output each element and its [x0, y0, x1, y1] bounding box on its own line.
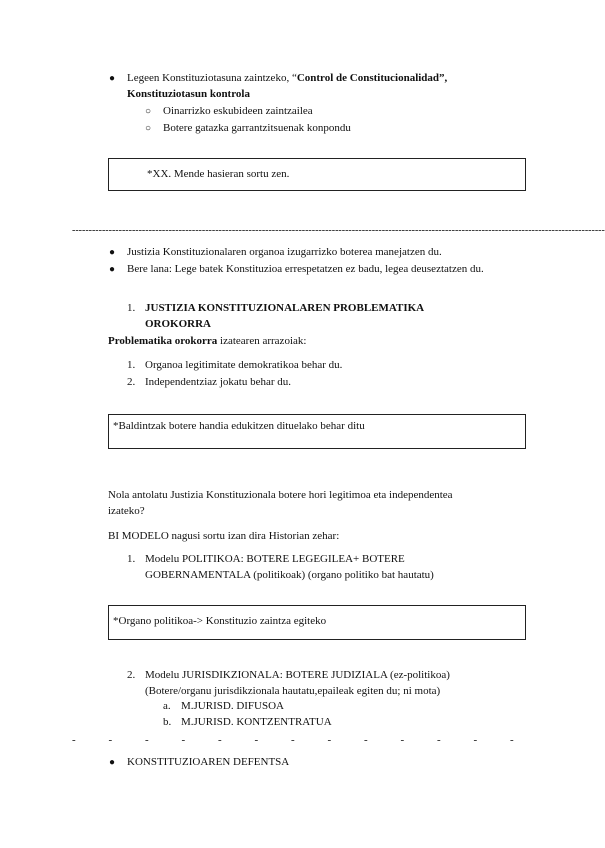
sub-letter: a.	[163, 700, 171, 712]
sub-item-text: M.JURISD. KONTZENTRATUA	[181, 716, 332, 728]
list-number: 1.	[127, 359, 136, 371]
circle-bullet-icon: ○	[145, 123, 152, 134]
list-number: 1.	[127, 553, 136, 565]
list-number: 2.	[127, 376, 136, 388]
sub-item-text: M.JURISD. DIFUSOA	[181, 700, 284, 712]
list-item-text: Independentziaz jokatu behar du.	[145, 376, 291, 388]
list-item-text: KONSTITUZIOAREN DEFENTSA	[127, 756, 290, 768]
dash-mark: -	[473, 734, 478, 746]
paragraph-line: Nola antolatu Justizia Konstituzionala botere hori legitimoa eta independentea	[108, 489, 453, 501]
bullet-icon: ●	[109, 73, 116, 84]
paragraph: Problematika orokorra izatearen arrazoiak:	[108, 335, 307, 347]
list-item-text: Legeen Konstituziotasuna zaintzeko, “Control de Constitucionalidad”,	[127, 72, 448, 84]
sub-item-text: Botere gatazka garrantzitsuenak konpondu	[163, 122, 351, 134]
note-text: *XX. Mende hasieran sortu zen.	[147, 168, 290, 180]
list-item-text-line2: GOBERNAMENTALA (politikoak) (organo politiko bat hautatu)	[145, 569, 434, 581]
list-item-text: Organoa legitimitate demokratikoa behar du.	[145, 359, 343, 371]
dash-mark: -	[218, 734, 222, 746]
note-box	[108, 158, 526, 191]
bullet-icon: ●	[109, 757, 116, 768]
dash-mark: -	[437, 734, 441, 746]
bullet-icon: ●	[109, 247, 116, 258]
note-box	[108, 414, 526, 449]
dash-mark: -	[72, 734, 76, 746]
sub-letter: b.	[163, 716, 172, 728]
note-text: *Organo politikoa-> Konstituzio zaintza egiteko	[113, 615, 327, 627]
list-item-text: Justizia Konstituzionalaren organoa izugarrizko boterea manejatzen du.	[127, 246, 442, 258]
divider: ----------------------------------------------------------------------------------------------------------------------------------------------------------------	[72, 225, 605, 236]
dash-mark: -	[400, 734, 405, 746]
list-item-text: Modelu JURISDIKZIONALA: BOTERE JUDIZIALA (ez-politikoa)	[145, 669, 450, 681]
circle-bullet-icon: ○	[145, 106, 152, 117]
heading-number: 1.	[127, 302, 136, 314]
bullet-icon: ●	[109, 264, 116, 275]
dash-mark: -	[364, 734, 368, 746]
list-number: 2.	[127, 669, 136, 681]
list-item-text: Modelu POLITIKOA: BOTERE LEGEGILEA+ BOTERE	[145, 553, 405, 565]
dash-mark: -	[108, 734, 113, 746]
paragraph: BI MODELO nagusi sortu izan dira Historian zehar:	[108, 530, 340, 542]
sub-item-text: Oinarrizko eskubideen zaintzailea	[163, 105, 313, 117]
dash-mark: -	[510, 734, 514, 746]
list-item-text-line2: Konstituziotasun kontrola	[127, 88, 250, 100]
dash-mark: -	[291, 734, 295, 746]
section-heading-line2: OROKORRA	[145, 318, 211, 330]
dash-mark: -	[327, 734, 332, 746]
section-heading: JUSTIZIA KONSTITUZIONALAREN PROBLEMATIKA	[145, 302, 425, 314]
list-item-text-line2: (Botere/organu jurisdikzionala hautatu,epaileak egiten du; ni mota)	[145, 685, 441, 697]
list-item-text: Bere lana: Lege batek Konstituzioa errespetatzen ez badu, legea deuseztatzen du.	[127, 263, 484, 275]
dash-mark: -	[254, 734, 259, 746]
paragraph-line: izateko?	[108, 505, 145, 517]
dash-mark: -	[181, 734, 186, 746]
note-text: *Baldintzak botere handia edukitzen dituelako behar ditu	[113, 420, 365, 432]
note-box	[108, 605, 526, 640]
dash-mark: -	[145, 734, 149, 746]
